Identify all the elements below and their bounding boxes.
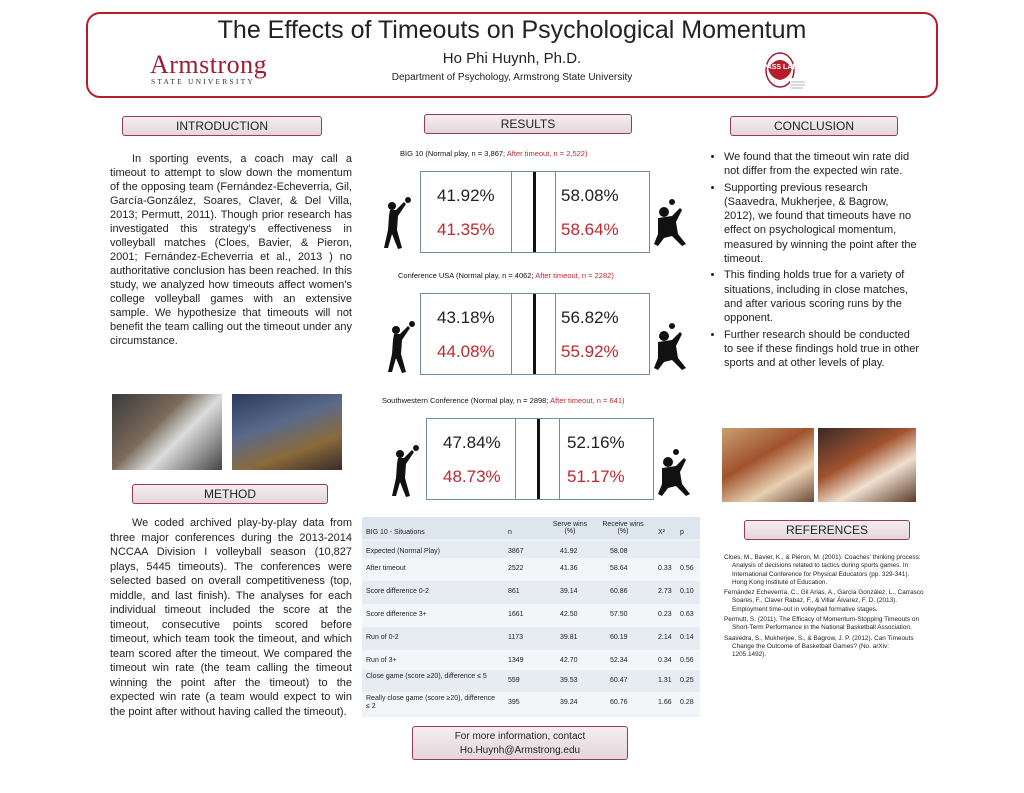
table-row — [362, 541, 700, 558]
table-row — [362, 604, 700, 627]
result-label-swac: Southwestern Conference (Normal play, n = 2898; After timeout, n = 641) — [382, 396, 625, 405]
conclusion-item: • We found that the timeout win rate did not differ from the expected win rate. — [724, 150, 920, 179]
introduction-header: INTRODUCTION — [122, 116, 322, 136]
conclusion-item: • Supporting previous research (Saavedra, Mukherjee, & Bagrow, 2012), we found that timeouts have no effect on psychological momentum, measured by winning the point after the timeout. — [724, 181, 920, 267]
armstrong-logo-subtitle: STATE UNIVERSITY — [151, 77, 255, 86]
table-cell: 0.23 — [658, 611, 672, 618]
conclusion-header: CONCLUSION — [730, 116, 898, 136]
server-silhouette-icon — [388, 444, 422, 500]
table-cell: 0.56 — [680, 657, 694, 664]
table-cell: 39.53 — [560, 677, 578, 684]
conclusion-item: • Further research should be conducted to see if these findings hold true in other sports and at other levels of play. — [724, 328, 920, 371]
table-cell: Expected (Normal Play) — [366, 548, 440, 555]
table-cell: 2.14 — [658, 634, 672, 641]
table-cell: 60.76 — [610, 699, 628, 706]
table-cell: 39.24 — [560, 699, 578, 706]
table-cell: Really close game (score ≥20), difference ≤ 2 — [366, 695, 495, 710]
serve-normal-pct: 41.92% — [437, 186, 495, 205]
reference-item: Cloes, M., Bavier, K., & Piéron, M. (2001). Coaches' thinking process: Analysis of decisions related to tactics during sports games. In International Conference for Physical Educators (pp. 329-341). Hong Kong Institute of Education. — [724, 554, 921, 586]
department: Department of Psychology, Armstrong State University — [391, 72, 633, 83]
receiver-silhouette-icon — [652, 322, 688, 372]
receive-normal-pct: 58.08% — [561, 186, 619, 205]
reference-item: Saavedra, S., Mukherjee, S., & Bagrow, J. P. (2012). Can Timeouts Change the Outcome of Basketball Games? (No. arXiv: 1205.1492). — [724, 634, 914, 659]
table-cell: 3867 — [508, 548, 524, 555]
receive-normal-pct: 56.82% — [561, 308, 619, 327]
table-cell: 58.64 — [610, 565, 628, 572]
table-cell: 58.08 — [610, 548, 628, 555]
volleyball-game-photo — [232, 394, 342, 470]
table-cell: 60.86 — [610, 588, 628, 595]
references-list — [724, 554, 924, 662]
server-silhouette-icon — [380, 196, 414, 252]
table-cell: Score difference 0-2 — [366, 588, 429, 595]
table-cell: 1173 — [508, 634, 524, 641]
armstrong-logo-word: Armstrong — [150, 50, 268, 79]
table-cell: 39.14 — [560, 588, 578, 595]
table-cell: 0.10 — [680, 588, 694, 595]
volleyball-team-photo — [112, 394, 222, 470]
table-cell: 1661 — [508, 611, 524, 618]
table-cell: 52.34 — [610, 657, 628, 664]
table-cell: 0.25 — [680, 677, 694, 684]
table-cell: 42.50 — [560, 611, 578, 618]
introduction-text: In sporting events, a coach may call a timeout to attempt to slow down the momentum of the opposing team (Fernández-Echeverria, Gil, García-González, Soares, Claver, & Del Villa, 2013; Permutt, 2011). Though prior research has investigated this strategy's effectiveness in volleyball matches (Cloes, Bavier, & Pieron, 2001; Fernández-Echeverria et al., 2013 ) no authoritative conclusion has been reached. In this study, we analyzed how timeouts affect women's college volleyball games with an extensive sample. We hypothesize that timeouts will not benefit the team calling out the timeout under any circumstance. — [110, 153, 352, 347]
serve-after-pct: 44.08% — [437, 342, 495, 361]
table-cell: 0.34 — [658, 657, 672, 664]
table-cell: 2.73 — [658, 588, 672, 595]
method-header: METHOD — [132, 484, 328, 504]
table-header-row: BIG 10 - Situations n Serve wins (%) Receive wins (%) X² p — [362, 517, 700, 539]
receiver-silhouette-icon — [652, 198, 688, 248]
result-box-swac — [426, 418, 654, 500]
reference-item: Permutt, S. (2011). The Efficacy of Momentum-Stopping Timeouts on Short-Term Performance in the National Basketball Association. — [724, 616, 920, 632]
table-cell: 1.66 — [658, 699, 672, 706]
table-cell: 0.28 — [680, 699, 694, 706]
table-cell: 395 — [508, 699, 520, 706]
table-cell: 0.33 — [658, 565, 672, 572]
table-cell: 41.36 — [560, 565, 578, 572]
reference-item: Fernández Echeverría, C., Gil Arias, A., García González, L., Carrasco Soares, F., Claver Rabaz, F., & Villar Álvarez, F. D. (2013). Employment time-out in volleyball formative stages. — [724, 589, 924, 613]
serve-after-pct: 48.73% — [443, 467, 501, 486]
contact-box — [412, 726, 628, 760]
table-cell: Run of 3+ — [366, 657, 397, 664]
table-row — [362, 670, 700, 692]
receive-normal-pct: 52.16% — [567, 433, 625, 452]
team-huddle-photo — [818, 428, 916, 502]
receiver-silhouette-icon — [656, 448, 692, 498]
table-cell: 42.70 — [560, 657, 578, 664]
table-cell: 2522 — [508, 565, 524, 572]
pass-lab-text: PASS LAB — [762, 64, 798, 71]
table-cell: 861 — [508, 588, 520, 595]
table-cell: 0.56 — [680, 565, 694, 572]
table-cell: 41.92 — [560, 548, 578, 555]
method-text: We coded archived play-by-play data from three major conferences during the 2013-2014 NCCAA Division I volleyball season (10,827 plays, 5445 timeouts). The conferences were selected based on overall competitiveness (top, middle, and last finish). The analyses for each individual timeout included the score at the timeout, consecutive points scored before timeout, which team took the timeout, and which team scored after the timeout. We compared the timeout win rate (the team calling the timeout winning the point after the timeout) to the expected win rate (a team would expect to win the point after without having called the timeout). — [110, 517, 352, 718]
receive-after-pct: 58.64% — [561, 220, 619, 239]
contact-line: For more information, contact — [454, 731, 586, 742]
results-header: RESULTS — [424, 114, 632, 134]
receive-after-pct: 51.17% — [567, 467, 625, 486]
table-cell: Close game (score ≥20), difference ≤ 5 — [366, 673, 487, 680]
contact-email[interactable]: Ho.Huynh@Armstrong.edu — [459, 745, 581, 756]
author-name: Ho Phi Huynh, Ph.D. — [442, 50, 582, 67]
references-header: REFERENCES — [744, 520, 910, 540]
table-cell: Score difference 3+ — [366, 611, 427, 618]
table-cell: 60.47 — [610, 677, 628, 684]
table-cell: 1.31 — [658, 677, 672, 684]
conclusion-list — [710, 150, 920, 372]
result-box-cusa — [420, 293, 650, 375]
serve-normal-pct: 47.84% — [443, 433, 501, 452]
server-silhouette-icon — [384, 320, 418, 376]
table-cell: After timeout — [366, 565, 406, 572]
table-cell: 559 — [508, 677, 520, 684]
serve-after-pct: 41.35% — [437, 220, 495, 239]
table-cell: 39.81 — [560, 634, 578, 641]
serve-normal-pct: 43.18% — [437, 308, 495, 327]
table-cell: 0.14 — [680, 634, 694, 641]
poster-title: The Effects of Timeouts on Psychological Momentum — [217, 16, 807, 44]
table-row — [362, 650, 700, 670]
table-row — [362, 558, 700, 581]
table-cell: 57.50 — [610, 611, 628, 618]
result-label-cusa: Conference USA (Normal play, n = 4062; After timeout, n = 2282) — [398, 271, 614, 280]
table-row — [362, 581, 700, 604]
receive-after-pct: 55.92% — [561, 342, 619, 361]
table-cell: 1349 — [508, 657, 524, 664]
table-cell: 0.63 — [680, 611, 694, 618]
conclusion-item: • This finding holds true for a variety of situations, including in close matches, and after various scoring runs by the opponent. — [724, 268, 920, 325]
result-label-big10: BIG 10 (Normal play, n = 3,867; After timeout, n = 2,522) — [400, 149, 588, 158]
table-cell: 60.19 — [610, 634, 628, 641]
table-row — [362, 692, 700, 714]
coach-photo — [722, 428, 814, 502]
pass-lab-logo — [752, 50, 808, 96]
table-cell: Run of 0-2 — [366, 634, 399, 641]
table-row — [362, 627, 700, 650]
result-box-big10 — [420, 171, 650, 253]
